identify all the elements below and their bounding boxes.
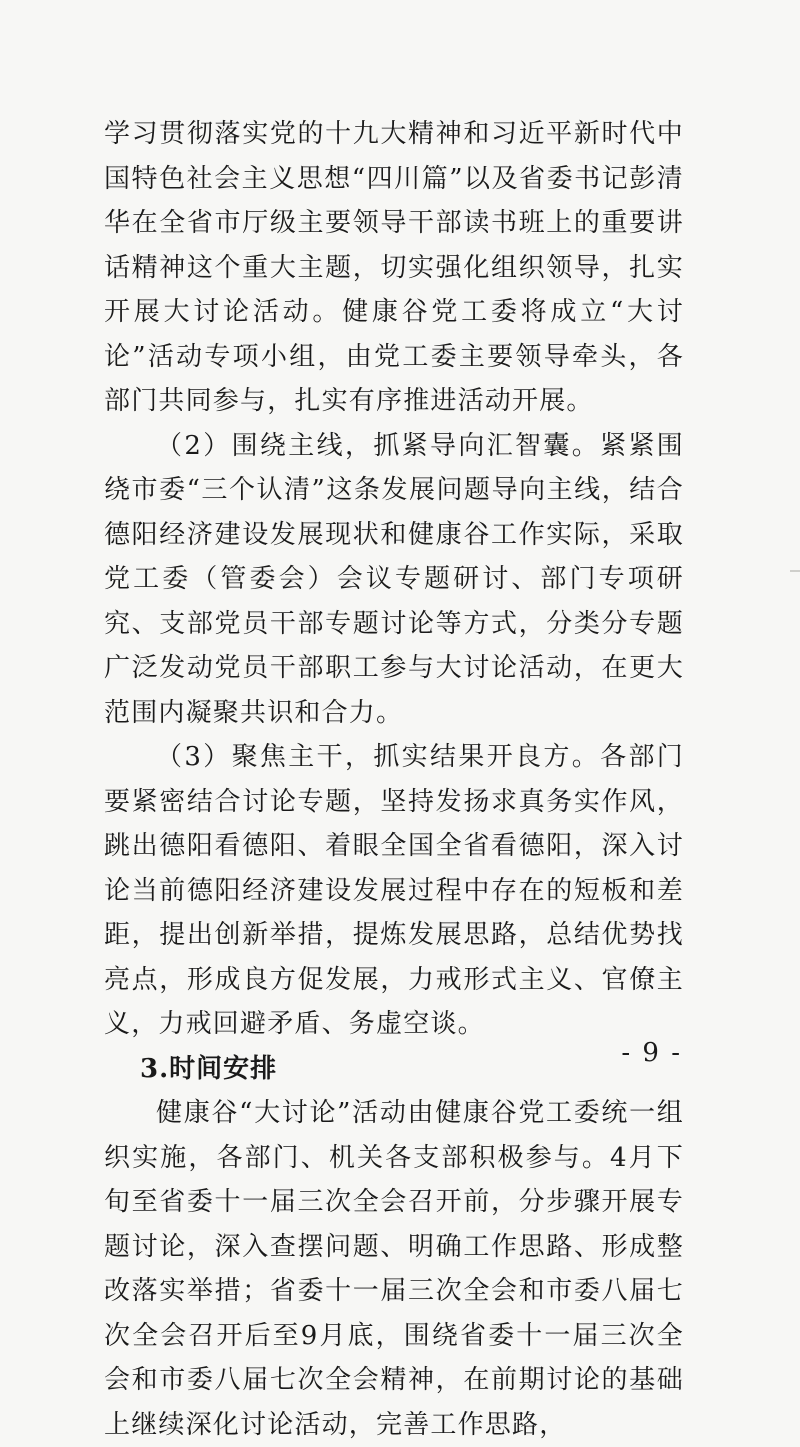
paragraph-item-2: （2）围绕主线，抓紧导向汇智囊。紧紧围绕市委“三个认清”这条发展问题导向主线，结合德阳经济建设发展现状和健康谷工作实际，采取党工委（管委会）会议专题研讨、部门专项研究、支部党员干部专题讨论等方式，分类分专题广泛发动党员干部职工参与大讨论活动，在更大范围内凝聚共识和合力。: [104, 430, 684, 728]
scan-edge-mark: [790, 570, 800, 572]
section-heading: 3.时间安排: [140, 1053, 278, 1084]
paragraph-item-3: （3）聚焦主干，抓实结果开良方。各部门要紧密结合讨论专题，坚持发扬求真务实作风，跳出德阳看德阳、着眼全国全省看德阳，深入讨论当前德阳经济建设发展过程中存在的短板和差距，提出创新举措，提炼发展思路，总结优势找亮点，形成良方促发展，力戒形式主义、官僚主义，力戒回避矛盾、务虚空谈。: [104, 742, 684, 1039]
paragraph-continuation: 学习贯彻落实党的十九大精神和习近平新时代中国特色社会主义思想“四川篇”以及省委书记彭清华在全省市厅级主要领导干部读书班上的重要讲话精神这个重大主题，切实强化组织领导，扎实开展大讨论活动。健康谷党工委将成立“大讨论”活动专项小组，由党工委主要领导牵头，各部门共同参与，扎实有序推进活动开展。: [104, 119, 684, 416]
page-number: - 9 -: [621, 1038, 682, 1068]
section-paragraph: 健康谷“大讨论”活动由健康谷党工委统一组织实施，各部门、机关各支部积极参与。4月下旬至省委十一届三次全会召开前，分步骤开展专题讨论，深入查摆问题、明确工作思路、形成整改落实举措；省委十一届三次全会和市委八届七次全会召开后至9月底，围绕省委十一届三次全会和市委八届七次全会精神，在前期讨论的基础上继续深化讨论活动，完善工作思路，: [104, 1098, 684, 1440]
